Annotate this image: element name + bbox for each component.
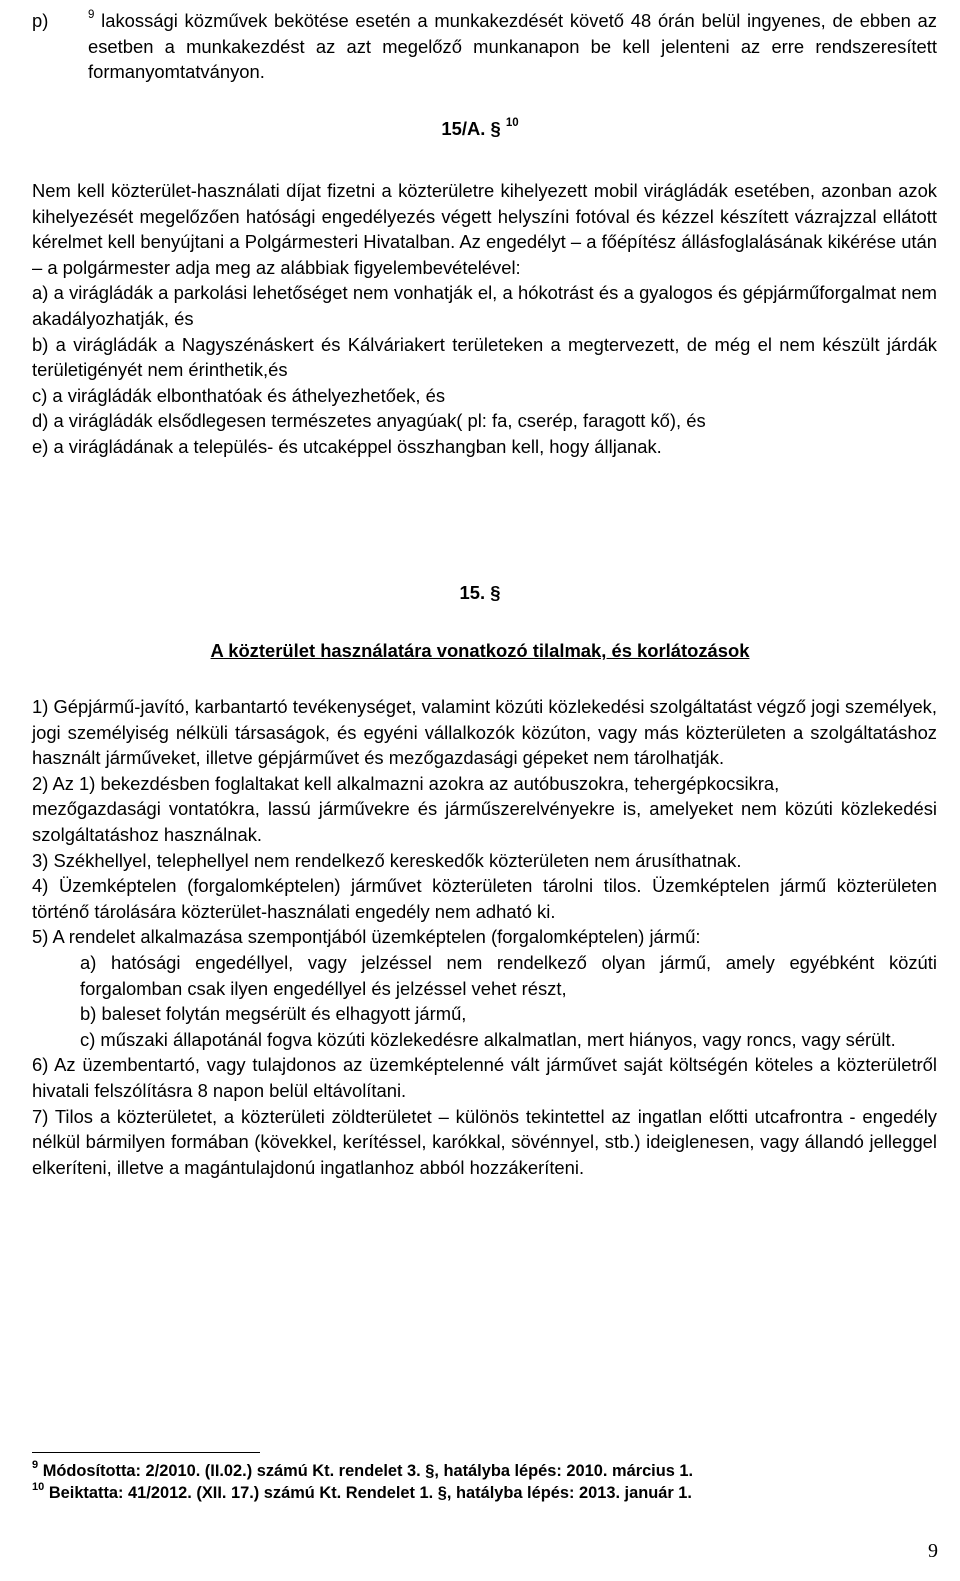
item-p-label: p) — [32, 10, 49, 31]
section-15-paragraph-7: 7) Tilos a közterületet, a közterületi zöldterületet – különös tekintettel az ingatlan előtti utcafrontra - engedély nélkül bármilyen formában (kövekkel, kerítéssel, karókkal, sövénnyel, stb.) ideiglenesen, vagy állandó jelleggel elkeríteni, illetve a magántulajdonú ingatlanhoz abból hozzákeríteni. — [32, 1105, 937, 1178]
section-15-body — [32, 694, 937, 1180]
section-15-paragraph-2: 2) Az 1) bekezdésben foglaltakat kell alkalmazni azokra az autóbuszokra, tehergépkocsikra, — [32, 772, 780, 794]
section-15a-item-a: a) a virágládák a parkolási lehetőséget nem vonhatják el, a hókotrást és a gyalogos és gépjárműforgalmat nem akadályozhatják, és — [32, 282, 937, 329]
item-p-body — [88, 0, 937, 85]
footnote-9 — [32, 1460, 937, 1482]
footnote-10 — [32, 1482, 937, 1504]
section-15a-heading: 15/A. § $^{10}$ — [441, 116, 519, 139]
footnote-text: Beiktatta: 41/2012. (XII. 17.) számú Kt. Rendelet 1. §, hatályba lépés: 2013. január 1. — [48, 1484, 692, 1502]
section-15-subitem-b: b) baleset folytán megsérült és elhagyott jármű, — [80, 1003, 467, 1025]
section-15a-item-d: d) a virágládák elsődlegesen természetes anyagúak( pl: fa, cserép, faragott kő), és — [32, 410, 706, 432]
footnote-number: 9 — [32, 1458, 39, 1471]
footnote-text: Módosította: 2/2010. (II.02.) számú Kt. rendelet 3. §, hatályba lépés: 2010. március 1. — [42, 1462, 694, 1480]
footnote-ref-10[interactable]: 10 — [505, 116, 519, 129]
section-15-heading: 15. § — [459, 582, 501, 603]
section-15-paragraph-6: 6) Az üzembentartó, vagy tulajdonos az üzemképtelenné vált járművet saját költségén köteles a közterületről hivatali felszólításra 8 napon belül eltávolítani. — [32, 1054, 937, 1101]
section-15a-paragraph: Nem kell közterület-használati díjat fizetni a közterületre kihelyezett mobil virágládák esetében, azonban azok kihelyezését megelőzően hatósági engedélyezés végett helyszíni fotóval és kézzel készített vázrajzzal ellátott kérelmet kell benyújtani a Polgármesteri Hivatalban. Az engedélyt – a főépítész állásfoglalásának kikérése után – a polgármester adja meg az alábbiak figyelembevételével: — [32, 180, 937, 278]
section-15a-item-c: c) a virágládák elbonthatóak és áthelyezhetőek, és — [32, 384, 446, 406]
page-number: 9 — [928, 1540, 938, 1562]
footnote-number: 10 — [32, 1480, 45, 1493]
section-15a-item-e: e) a virágládának a település- és utcaképpel összhangban kell, hogy álljanak. — [32, 435, 662, 457]
section-15-subitem-a: a) hatósági engedéllyel, vagy jelzéssel nem rendelkező olyan jármű, amely egyébként közúti forgalomban csak ilyen engedéllyel és jelzéssel vehet részt, — [80, 951, 937, 999]
item-p-text: lakossági közművek bekötése esetén a munkakezdését követő 48 órán belül ingyenes, de ebben az esetben a munkakezdést az azt megelőző munkanapon be kell jelenteni az erre rendszeresített formanyomtatványon. — [88, 10, 937, 82]
footnote-divider — [32, 1452, 260, 1453]
section-15a-body — [32, 178, 937, 460]
section-15-paragraph-5: 5) A rendelet alkalmazása szempontjából üzemképtelen (forgalomképtelen) jármű: — [32, 926, 701, 948]
item-p — [32, 0, 937, 85]
section-15-paragraph-1: 1) Gépjármű-javító, karbantartó tevékenységet, valamint közúti közlekedési szolgáltatást végző jogi személyek, jogi személyiség nélküli társaságok, és egyéni vállalkozók közúton, vagy más közterületen a szolgáltatáshoz használt járműveket, illetve gépjárművet és mezőgazdasági gépeket nem tárolhatják. — [32, 696, 937, 769]
section-15-paragraph-3: 3) Székhellyel, telephellyel nem rendelkező kereskedők közterületen nem árusíthatnak. — [32, 849, 742, 871]
section-15-paragraph-2-cont: mezőgazdasági vontatókra, lassú járművekre és járműszerelvényekre is, amelyeket nem közúti közlekedési szolgáltatáshoz használnak. — [32, 798, 937, 845]
footnote-ref-9[interactable]: 9 — [88, 8, 95, 21]
footnotes — [32, 1460, 937, 1504]
section-15-title: A közterület használatára vonatkozó tilalmak, és korlátozások — [210, 640, 750, 661]
section-15-paragraph-4: 4) Üzemképtelen (forgalomképtelen) járművet közterületen tárolni tilos. Üzemképtelen jármű közterületen történő tárolására közterület-használati engedély nem adható ki. — [32, 875, 937, 922]
section-15a-item-b: b) a virágládák a Nagyszénáskert és Kálváriakert területeken a megtervezett, de még el nem készült járdák területigényét nem érinthetik,és — [32, 333, 937, 381]
section-15-subitem-c: c) műszaki állapotánál fogva közúti közlekedésre alkalmatlan, mert hiányos, vagy roncs, vagy sérült. — [80, 1028, 896, 1050]
